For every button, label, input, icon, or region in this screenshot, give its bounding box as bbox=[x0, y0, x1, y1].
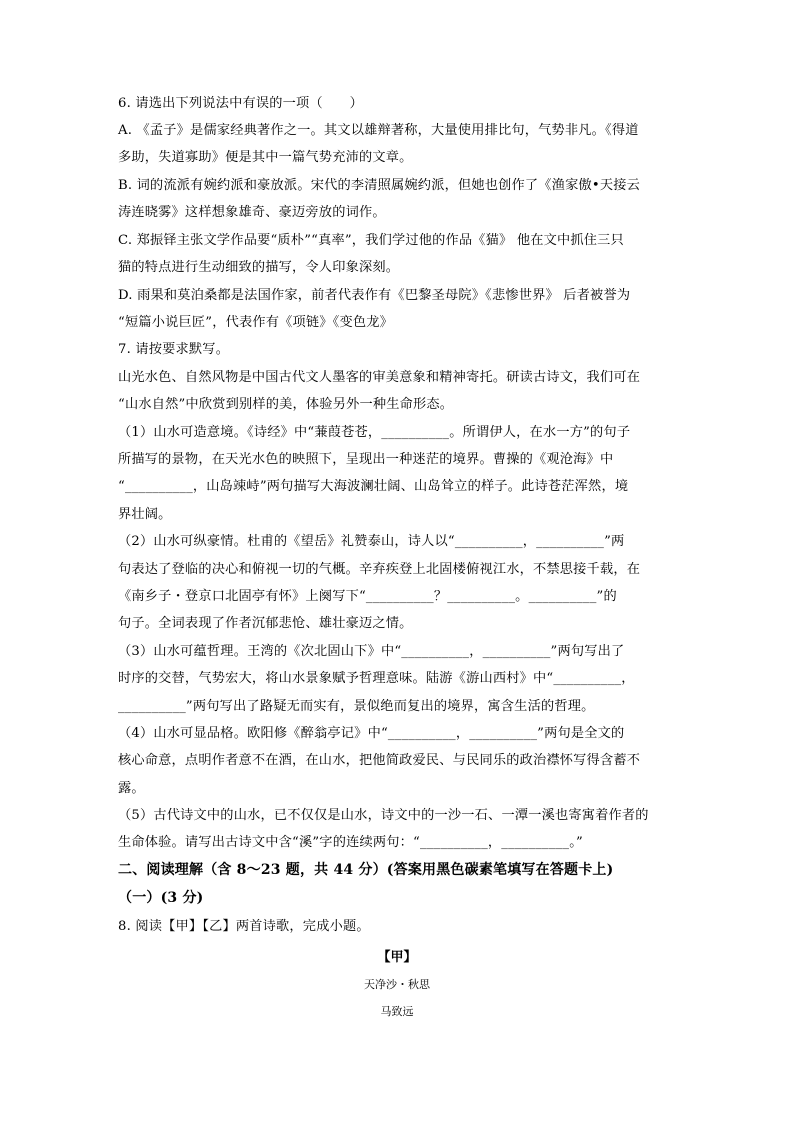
q7-part2-line2: 句表达了登临的决心和俯视一切的气概。辛弃疾登上北固楼俯视江水，不禁思接千载，在 bbox=[118, 562, 641, 577]
poem-label: 【甲】 bbox=[377, 950, 417, 965]
q6-option-a-line1: A. 《孟子》是儒家经典著作之一。其文以雄辩著称，大量使用排比句，气势非凡。《得道 bbox=[118, 123, 639, 138]
q7-part2-line4: 句子。全词表现了作者沉郁悲怆、雄壮豪迈之情。 bbox=[118, 616, 413, 631]
q6-option-b-line1: B. 词的流派有婉约派和豪放派。宋代的李清照属婉约派，但她也创作了《渔家傲•天接云 bbox=[118, 178, 640, 193]
q7-intro-line2: “山水自然”中欣赏到别样的美，体验另外一种生命形态。 bbox=[118, 397, 454, 412]
q6-option-c-line1: C. 郑振铎主张文学作品要“质朴”“真率”，我们学过他的作品《猫》 他在文中抓住三只 bbox=[118, 233, 624, 248]
q6-option-d-line1: D. 雨果和莫泊桑都是法国作家，前者代表作有《巴黎圣母院》《悲惨世界》 后者被誉为 bbox=[118, 288, 631, 303]
q7-part3-line2: 时序的交替，气势宏大，将山水景象赋予哲理意味。陆游《游山西村》中“__________， bbox=[118, 671, 635, 686]
q7-stem: 7. 请按要求默写。 bbox=[118, 342, 230, 357]
q7-part1-line4: 界壮阔。 bbox=[118, 507, 172, 522]
q7-part3-line1: （3）山水可蕴哲理。王湾的《次北固山下》中“__________，__________”两句写出了 bbox=[118, 644, 625, 659]
q6-option-a-line2: 多助，失道寡助》便是其中一篇气势充沛的文章。 bbox=[118, 150, 413, 165]
q8-stem: 8. 阅读【甲】【乙】两首诗歌，完成小题。 bbox=[118, 919, 370, 934]
q7-part1-line2: 所描写的景物，在天光水色的映照下，呈现出一种迷茫的境界。曹操的《观沧海》中 bbox=[118, 452, 614, 467]
section2-subheading: （一）(3 分) bbox=[118, 890, 204, 906]
q7-part4-line1: （4）山水可显品格。欧阳修《醉翁亭记》中“__________，__________”两句是全文的 bbox=[118, 726, 625, 741]
q7-part5-line1: （5）古代诗文中的山水，已不仅仅是山水，诗文中的一沙一石、一潭一溪也寄寓着作者的 bbox=[118, 808, 649, 823]
q7-part1-line1: （1）山水可造意境。《诗经》中“蒹葭苍苍，__________。所谓伊人，在水一方”的句子 bbox=[118, 425, 631, 440]
q7-part4-line2: 核心命意，点明作者意不在酒，在山水，把他简政爱民、与民同乐的政治襟怀写得含蓄不 bbox=[118, 753, 641, 768]
q7-part4-line3: 露。 bbox=[118, 781, 145, 796]
q7-part5-line2: 生命体验。请写出古诗文中含“溪”字的连续两句：“__________，__________。” bbox=[118, 835, 583, 850]
q6-option-b-line2: 涛连晓雾》这样想象雄奇、豪迈旁放的词作。 bbox=[118, 205, 386, 220]
q7-intro-line1: 山光水色、自然风物是中国古代文人墨客的审美意象和精神寄托。研读古诗文，我们可在 bbox=[118, 370, 641, 385]
q7-part2-line1: （2）山水可纵豪情。杜甫的《望岳》礼赞泰山，诗人以“__________，__________”两 bbox=[118, 534, 625, 549]
q7-part3-line3: __________”两句写出了路疑无而实有，景似绝而复出的境界，寓含生活的哲理。 bbox=[118, 699, 595, 714]
q6-option-c-line2: 猫的特点进行生动细致的描写，令人印象深刻。 bbox=[118, 260, 400, 275]
q6-stem: 6. 请选出下列说法中有误的一项（ ） bbox=[118, 96, 363, 111]
q6-option-d-line2: “短篇小说巨匠”，代表作有《项链》《变色龙》 bbox=[118, 315, 394, 330]
section2-heading: 二、阅读理解（含 8～23 题，共 44 分）(答案用黑色碳素笔填写在答题卡上) bbox=[118, 862, 614, 878]
q7-part2-line3: 《南乡子・登京口北固亭有怀》上阕写下“__________？__________。__________”的 bbox=[118, 589, 617, 604]
q7-part1-line3: “__________，山岛竦峙”两句描写大海波澜壮阔、山岛耸立的样子。此诗苍茫浑然，境 bbox=[118, 479, 629, 494]
poem-title: 天净沙・秋思 bbox=[364, 978, 430, 991]
poem-author: 马致远 bbox=[380, 1005, 414, 1018]
